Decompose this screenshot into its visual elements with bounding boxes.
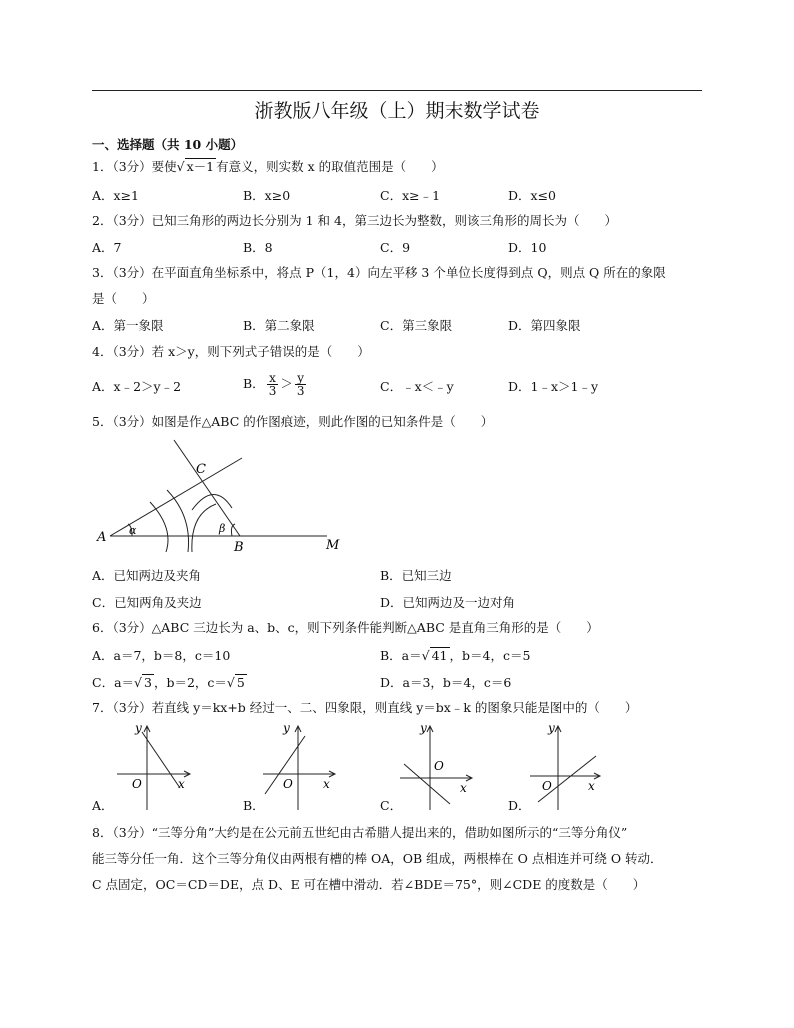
q7-label-c: C．: [380, 798, 403, 813]
q5-option-d: D．已知两边及一边对角: [380, 595, 516, 610]
q7-graph-c: [392, 718, 502, 813]
section-heading: 一、选择题（共 10 小题）: [92, 137, 244, 152]
svg-text:x: x: [460, 781, 467, 795]
question-6: 6．（3分）△ABC 三边长为 a、b、c，则下列条件能判断△ABC 是直角三角形的是（ ）: [92, 620, 599, 635]
question-3-line2: 是（ ）: [92, 291, 155, 306]
svg-text:O: O: [434, 759, 444, 773]
svg-text:O: O: [132, 777, 142, 791]
q5-option-b: B．已知三边: [380, 568, 452, 583]
q6-option-d: D．a＝3，b＝4，c＝6: [380, 675, 512, 690]
q5-option-c: C．已知两角及夹边: [92, 595, 202, 610]
q5-option-a: A．已知两边及夹角: [92, 568, 202, 583]
q2-option-c: C．9: [380, 240, 411, 255]
q1-option-c: C．x≥﹣1: [380, 188, 441, 203]
q3-option-d: D．第四象限: [508, 318, 581, 333]
point-c-label: C: [196, 462, 206, 477]
q4-option-c: C．﹣x＜﹣y: [380, 379, 454, 394]
q3-option-c: C．第三象限: [380, 318, 453, 333]
svg-text:y: y: [548, 721, 555, 735]
svg-text:x: x: [588, 779, 595, 793]
q7-label-a: A．: [92, 798, 114, 813]
question-4: 4．（3分）若 x＞y，则下列式子错误的是（ ）: [92, 344, 370, 359]
question-8-line2: 能三等分任一角．这个三等分角仪由两根有槽的棒 OA，OB 组成，两根棒在 O 点相连并可绕 O 转动．: [92, 851, 663, 866]
svg-text:y: y: [135, 721, 142, 735]
svg-text:x: x: [178, 777, 185, 791]
svg-text:y: y: [420, 721, 427, 735]
q1-option-d: D．x≤0: [508, 188, 556, 203]
q2-option-b: B．8: [243, 240, 273, 255]
question-2: 2．（3分）已知三角形的两边长分别为 1 和 4，第三边长为整数，则该三角形的周长为（ ）: [92, 213, 617, 228]
q1-option-b: B．x≥0: [243, 188, 291, 203]
point-m-label: M: [326, 538, 340, 553]
q4-option-d: D．1﹣x＞1﹣y: [508, 379, 599, 394]
svg-text:O: O: [283, 777, 293, 791]
svg-text:x: x: [323, 777, 330, 791]
q1-option-a: A．x≥1: [92, 188, 140, 203]
q6-option-c: C．a＝√ 3 ，b＝2，c＝√ 5: [92, 675, 245, 690]
alpha-label: α: [129, 524, 137, 537]
point-b-label: B: [234, 540, 244, 555]
q6-option-b: B．a＝√ 41 ，b＝4，c＝5: [380, 648, 531, 663]
question-1: 1．（3分）要使√ x－1 有意义，则实数 x 的取值范围是（ ）: [92, 159, 444, 174]
q3-option-a: A．第一象限: [92, 318, 164, 333]
q4-option-a: A．x﹣2＞y﹣2: [92, 379, 182, 394]
question-3-line1: 3．（3分）在平面直角坐标系中，将点 P（1，4）向左平移 3 个单位长度得到点 Q，则点 Q 所在的象限: [92, 265, 666, 280]
svg-text:y: y: [283, 721, 290, 735]
question-7: 7．（3分）若直线 y＝kx+b 经过一、二、四象限，则直线 y＝bx﹣k 的图象只能是图中的（ ）: [92, 700, 638, 715]
q3-option-b: B．第二象限: [243, 318, 315, 333]
svg-text:O: O: [542, 779, 552, 793]
q7-label-b: B．: [243, 798, 265, 813]
question-8-line1: 8．（3分）“三等分角”大约是在公元前五世纪由古希腊人提出来的，借助如图所示的“三等分角仪”: [92, 825, 628, 840]
q2-option-a: A．7: [92, 240, 122, 255]
question-5: 5．（3分）如图是作△ABC 的作图痕迹，则此作图的已知条件是（ ）: [92, 414, 494, 429]
beta-label: β: [219, 522, 226, 535]
q7-label-d: D．: [508, 798, 531, 813]
q4-option-b: B． $\frac{x}{3}$ ＞ $\frac{y}{3}$: [243, 371, 305, 398]
page-title: 浙教版八年级（上）期末数学试卷: [254, 100, 540, 122]
point-a-label: A: [97, 530, 107, 545]
question-8-line3: C 点固定，OC＝CD＝DE，点 D、E 可在槽中滑动．若∠BDE＝75°，则∠CDE 的度数是（ ）: [92, 877, 646, 892]
top-rule: [92, 90, 702, 91]
q6-option-a: A．a＝7，b＝8，c＝10: [92, 648, 231, 663]
q2-option-d: D．10: [508, 240, 547, 255]
triangle-construction-figure: [92, 438, 352, 558]
